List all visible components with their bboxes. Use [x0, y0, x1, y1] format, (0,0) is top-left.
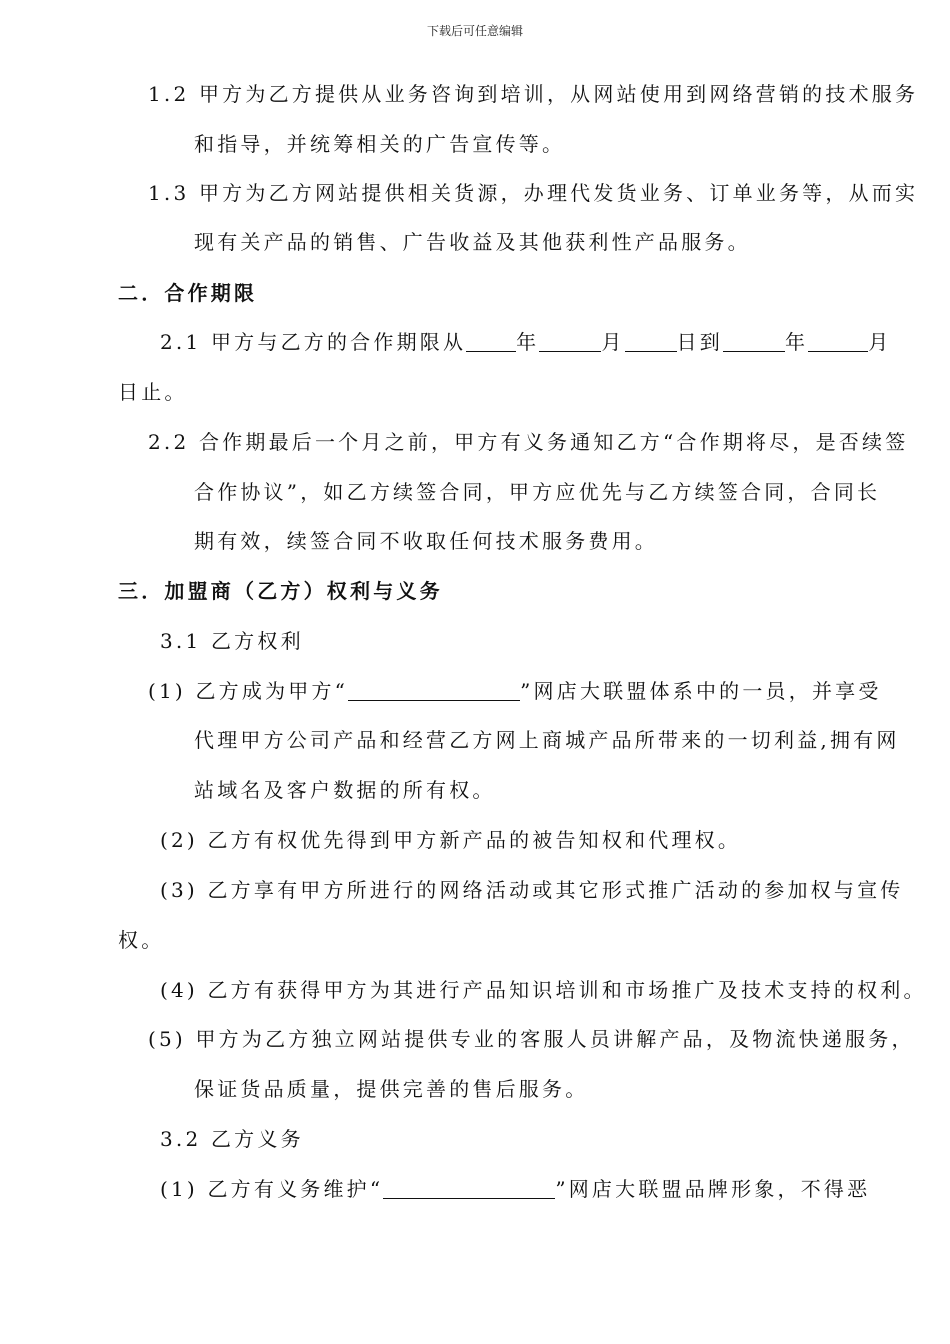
right-3-line2: 权。 [118, 928, 165, 952]
clause-1-3-line2: 现有关产品的销售、广告收益及其他获利性产品服务。 [194, 230, 751, 254]
clause-2-1-text: 2.1 甲方与乙方的合作期限从 [160, 330, 467, 354]
year-label: 年 [516, 330, 540, 354]
right-5-line2: 保证货品质量，提供完善的售后服务。 [194, 1077, 589, 1101]
clause-1-2-line1: 1.2 甲方为乙方提供从业务咨询到培训，从网站使用到网络营销的技术服务 [148, 82, 919, 106]
duty-1-text: (1) 乙方有义务维护“ [160, 1177, 384, 1201]
clause-2-2-line1: 2.2 合作期最后一个月之前，甲方有义务通知乙方“合作期将尽，是否续签 [148, 430, 909, 454]
start-year-blank[interactable] [466, 329, 516, 352]
brand-name-blank-2[interactable] [383, 1176, 555, 1199]
clause-2-2-line3: 期有效，续签合同不收取任何技术服务费用。 [194, 529, 658, 553]
right-1-text-cont: ”网店大联盟体系中的一员，并享受 [520, 679, 882, 703]
clause-1-2-line2: 和指导，并统筹相关的广告宣传等。 [194, 132, 566, 156]
clause-1-3-line1: 1.3 甲方为乙方网站提供相关货源，办理代发货业务、订单业务等，从而实 [148, 181, 919, 205]
end-month-blank[interactable] [808, 329, 868, 352]
right-1-text: (1) 乙方成为甲方“ [148, 679, 349, 703]
page-header: 下载后可任意编辑 [426, 24, 523, 38]
brand-name-blank[interactable] [348, 678, 520, 701]
right-1-line2: 代理甲方公司产品和经营乙方网上商城产品所带来的一切利益,拥有网 [194, 728, 900, 752]
right-1-line3: 站域名及客户数据的所有权。 [194, 778, 496, 802]
right-4-line1: (4) 乙方有获得甲方为其进行产品知识培训和市场推广及技术支持的权利。 [160, 978, 927, 1002]
start-day-blank[interactable] [625, 329, 677, 352]
clause-2-1-line2: 日止。 [118, 380, 188, 404]
day-to-label: 日到 [676, 330, 723, 354]
subsection-3-1-heading: 3.1 乙方权利 [160, 629, 304, 653]
right-2-line1: (2) 乙方有权优先得到甲方新产品的被告知权和代理权。 [160, 828, 742, 852]
end-year-blank[interactable] [723, 329, 785, 352]
year-label-2: 年 [784, 330, 809, 354]
section-2-heading: 二．合作期限 [118, 281, 258, 305]
start-month-blank[interactable] [539, 329, 601, 352]
month-label: 月 [601, 330, 625, 354]
month-label-2: 月 [868, 330, 892, 354]
right-5-line1: (5) 甲方为乙方独立网站提供专业的客服人员讲解产品，及物流快递服务， [148, 1027, 915, 1051]
subsection-3-2-heading: 3.2 乙方义务 [160, 1127, 304, 1151]
right-1-line1 [148, 677, 882, 705]
duty-1-line1 [160, 1175, 870, 1203]
clause-2-1-line1 [160, 328, 891, 356]
right-3-line1: (3) 乙方享有甲方所进行的网络活动或其它形式推广活动的参加权与宣传 [160, 878, 904, 902]
section-3-heading: 三．加盟商（乙方）权利与义务 [118, 579, 443, 603]
clause-2-2-line2: 合作协议”，如乙方续签合同，甲方应优先与乙方续签合同，合同长 [194, 480, 881, 504]
duty-1-text-cont: ”网店大联盟品牌形象，不得恶 [555, 1177, 871, 1201]
